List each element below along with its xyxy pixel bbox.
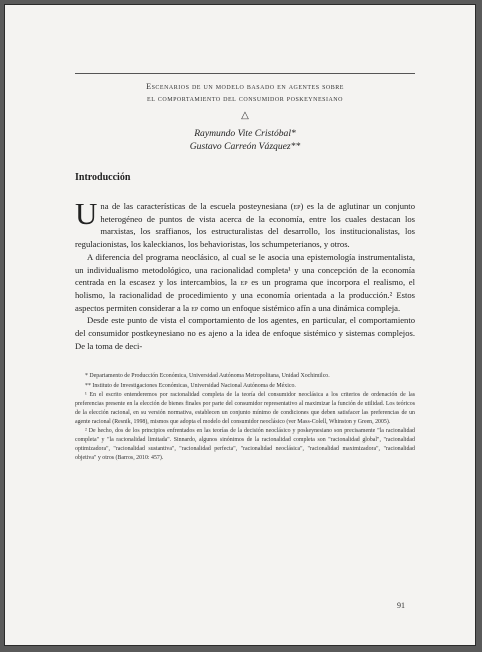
author-2: Gustavo Carreón Vázquez** bbox=[189, 141, 301, 152]
title-line-1: Escenarios de un modelo basado en agentes sobre bbox=[146, 82, 344, 91]
triangle-ornament-icon: △ bbox=[241, 110, 249, 121]
paragraph-2: A diferencia del programa neoclásico, al cual se le asocia una epistemología instrumentalista, un individualismo metodológico, una racionalidad completa¹ y una concepción de la economía centrada en la escasez y los intercambios, la ep es un programa que incorpora el realismo, el holismo, la racionalidad de procedimiento y una economía orientada a la producción.² Estos aspectos permiten considerar a la ep como un enfoque sistémico afín a una dinámica compleja. bbox=[75, 251, 415, 313]
paragraph-1: Una de las características de la escuela posteynesiana (ep) es la de aglutinar un conjunto heterogéneo de puntos de vista acerca de la economía, entre los cuales destacan los marxistas, los sraffianos, los estructuralistas del desarrollo, los institucionalistas, los regulacionistas, los kaleckianos, los behavioristas, los schumpeterianos, y otros. bbox=[75, 196, 415, 250]
footnote-1: ¹ En el escrito entenderemos por racionalidad completa de la teoría del consumidor neoclásica a los criterios de ordenación de las preferencias presente en la elección de bienes finales por parte del consumidor representativo al maximizar la función de utilidad. Los teóricos de la elección racional, en su versión normativa, establecen un conjunto mínimo de condiciones que deben satisfacer las preferencias de un agente racional (Resnik, 1998), mismos que adopta el modelo del consumidor neoclásico (ver Mass-Colell, Whinston y Green, 2005). bbox=[75, 391, 415, 425]
footnote-2: ² De hecho, dos de los principios enfrentados en las teorías de la decisión neoclásico y poskeynesiano son precisamente "la racionalidad completa" y "la racionalidad limitada". Sinnardo, algunos sinónimos de la racionalidad completa son "racionalidad global", "racionalidad optimizadora", "racionalidad sustantiva", "racionalidad perfecta", "racionalidad neoclásica", "racionalidad maximizadora", "racionalidad objetiva" y otros (Barros, 2010: 457). bbox=[75, 428, 415, 462]
body-text bbox=[75, 196, 415, 352]
article-title bbox=[75, 81, 415, 105]
title-line-2: el comportamiento del consumidor poskeynesiano bbox=[147, 94, 343, 103]
paragraph-3: Desde este punto de vista el comportamiento de los agentes, en particular, el comportamiento del consumidor postkeynesiano no es ajeno a la idea de enfoque sistémico y sistemas complejos. De la toma de deci- bbox=[75, 315, 415, 351]
header-rule bbox=[75, 73, 415, 74]
authors bbox=[75, 127, 415, 153]
footnote-author-2: ** Instituto de Investigaciones Económicas, Universidad Nacional Autónoma de México. bbox=[85, 382, 296, 389]
drop-cap: U bbox=[75, 196, 98, 231]
page-number: 91 bbox=[397, 601, 405, 610]
footnote-author-1: * Departamento de Producción Económica, Universidad Autónoma Metropolitana, Unidad Xochimilco. bbox=[85, 373, 330, 380]
author-1: Raymundo Vite Cristóbal* bbox=[194, 128, 296, 139]
page-content bbox=[75, 73, 415, 463]
journal-page bbox=[4, 4, 476, 646]
section-heading: Introducción bbox=[75, 172, 131, 183]
footnotes bbox=[75, 372, 415, 463]
